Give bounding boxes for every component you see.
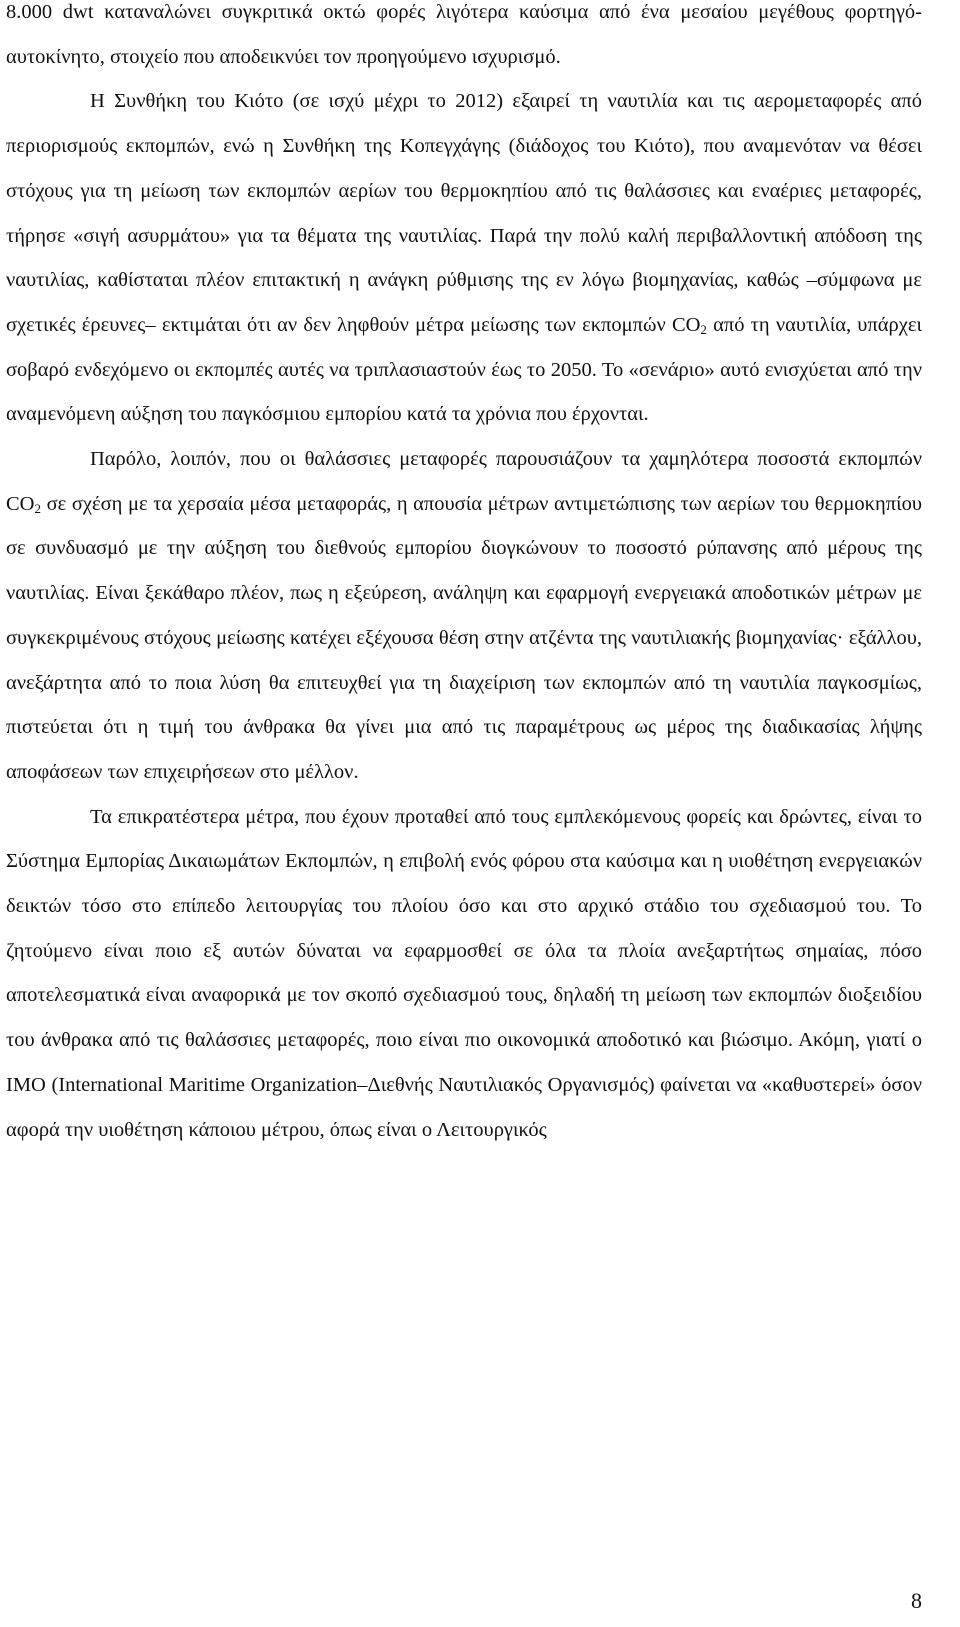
paragraph-kyoto-text-1: Η Συνθήκη του Κιότο (σε ισχύ μέχρι το 2012) εξαιρεί τη ναυτιλία και τις αερομεταφορές από περιορισμούς εκπομπών, ενώ η Συνθήκη της Κοπεγχάγης (διάδοχος του Κιότο), που αναμενόταν να θέσει στόχους για τη μείωση των εκπομπών αερίων του θερμοκηπίου από τις θαλάσσιες και εναέριες μεταφορές, τήρησε «σιγή ασυρμάτου» για τα θέματα της ναυτιλίας. Παρά την πολύ καλή περιβαλλοντική απόδοση της ναυτιλίας, καθίσταται πλέον επιτακτική η ανάγκη ρύθμισης της εν λόγω βιομηχανίας, καθώς –σύμφωνα με σχετικές έρευνες– εκτιμάται ότι αν δεν ληφθούν μέτρα μείωσης των εκπομπών CO (6, 90, 922, 336)
document-page (6, 0, 922, 1627)
paragraph-kyoto-text-2: από τη ναυτιλία, υπάρχει σοβαρό ενδεχόμενο οι εκπομπές αυτές να τριπλασιαστούν έως το 2050. Το «σενάριο» αυτό ενισχύεται από την αναμενόμενη αύξηση του παγκόσμιου εμπορίου κατά τα χρόνια που έρχονται. (6, 313, 922, 426)
paragraph-proposed-measures: Τα επικρατέστερα μέτρα, που έχουν προταθεί από τους εμπλεκόμενους φορείς και δρώντες, είναι το Σύστημα Εμπορίας Δικαιωμάτων Εκπομπών, η επιβολή ενός φόρου στα καύσιμα και η υιοθέτηση ενεργειακών δεικτών τόσο στο επίπεδο λειτουργίας του πλοίου όσο και στο αρχικό στάδιο του σχεδιασμού του. Το ζητούμενο είναι ποιο εξ αυτών δύναται να εφαρμοσθεί σε όλα τα πλοία ανεξαρτήτως σημαίας, πόσο αποτελεσματικά είναι αναφορικά με τον σκοπό σχεδιασμού τους, δηλαδή τη μείωση των εκπομπών διοξειδίου του άνθρακα από τις θαλάσσιες μεταφορές, ποιο είναι πιο οικονομικά αποδοτικό και βιώσιμο. Ακόμη, γιατί ο IMO (International Maritime Organization–Διεθνής Ναυτιλιακός Οργανισμός) φαίνεται να «καθυστερεί» όσον αφορά την υιοθέτηση κάποιου μέτρου, όπως είναι ο Λειτουργικός (6, 805, 922, 1141)
paragraph-kyoto-protocol (6, 79, 922, 437)
page-number: 8 (911, 1588, 922, 1613)
co2-subscript: 2 (34, 500, 41, 516)
paragraph-emissions-measures (6, 437, 922, 795)
paragraph-continuation: 8.000 dwt καταναλώνει συγκριτικά οκτώ φορές λιγότερα καύσιμα από ένα μεσαίου μεγέθους φορτηγό-αυτοκίνητο, στοιχείο που αποδεικνύει τον προηγούμενο ισχυρισμό. (6, 1, 922, 68)
paragraph-emissions-text-1: Παρόλο, λοιπόν, που οι θαλάσσιες μεταφορές παρουσιάζουν τα χαμηλότερα ποσοστά εκπομπών CO (6, 448, 922, 515)
co2-subscript: 2 (700, 321, 707, 337)
paragraph-emissions-text-2: σε σχέση με τα χερσαία μέσα μεταφοράς, η απουσία μέτρων αντιμετώπισης των αερίων του θερμοκηπίου σε συνδυασμό με την αύξηση του διεθνούς εμπορίου διογκώνουν το ποσοστό ρύπανσης από μέρους της ναυτιλίας. Είναι ξεκάθαρο πλέον, πως η εξεύρεση, ανάληψη και εφαρμογή ενεργειακά αποδοτικών μέτρων με συγκεκριμένους στόχους μείωσης κατέχει εξέχουσα θέση στην ατζέντα της ναυτιλιακής βιομηχανίας· εξάλλου, ανεξάρτητα από το ποια λύση θα επιτευχθεί για τη διαχείριση των εκπομπών από τη ναυτιλία παγκοσμίως, πιστεύεται ότι η τιμή του άνθρακα θα γίνει μια από τις παραμέτρους ως μέρος της διαδικασίας λήψης αποφάσεων των επιχειρήσεων στο μέλλον. (6, 492, 922, 783)
